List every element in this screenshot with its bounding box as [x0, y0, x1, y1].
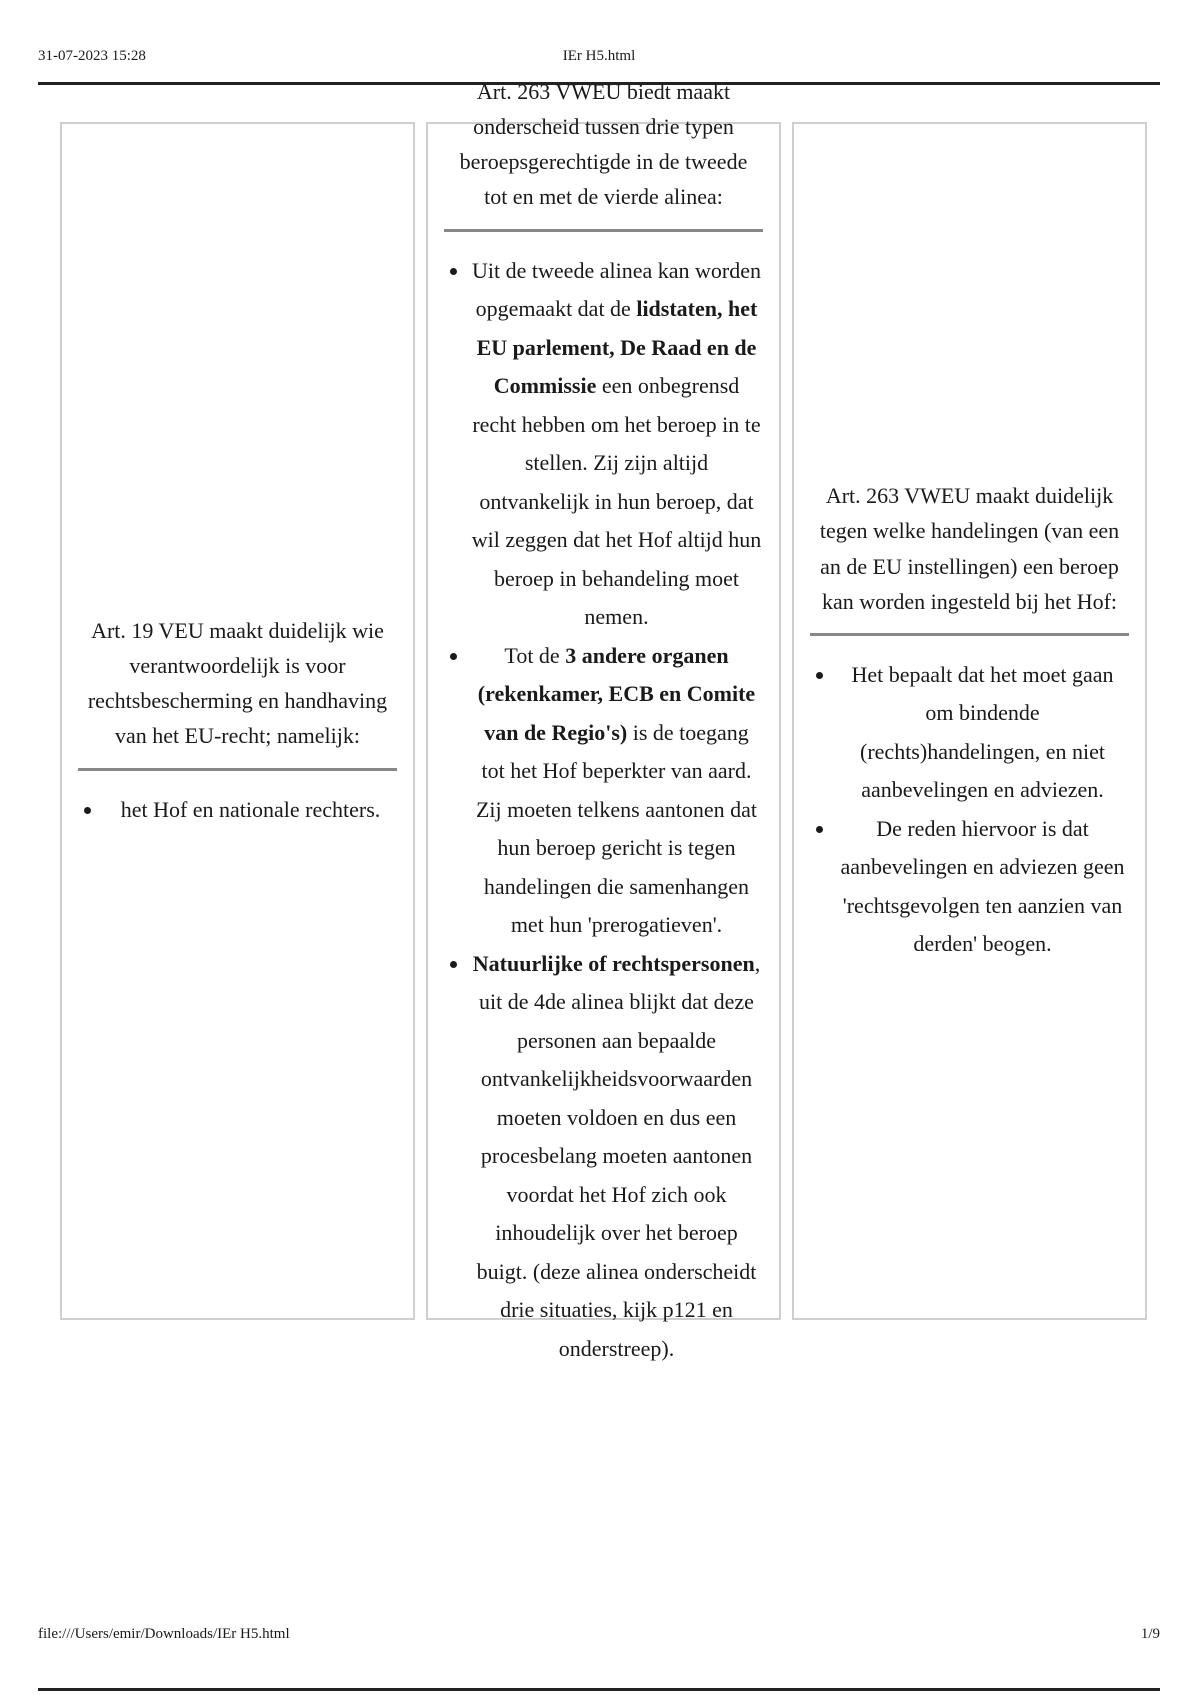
page-number: 1/9	[1140, 1626, 1160, 1642]
item-text: Tot de	[504, 642, 566, 668]
bullet-list	[78, 791, 397, 830]
item-emphasis: 3 andere organen (rekenkamer, ECB en Comite van de Regio's)	[477, 642, 756, 745]
column-art263-handelingen	[792, 122, 1147, 1320]
column-art263-beroepsgerechtigden	[426, 78, 781, 1361]
print-footer	[38, 1622, 1160, 1691]
list-item: • De reden hiervoor is dat aanbevelingen en adviezen geen 'rechtsgevolgen ten aanzien van derden' beogen.	[836, 810, 1129, 964]
item-text: een onbegrensd recht hebben om het beroep in te stellen. Zij zijn altijd ontvankelijk in hun beroep, dat wil zeggen dat het Hof altijd hun beroep in behandeling moet nemen.	[471, 373, 762, 630]
item-text: is de toegang tot het Hof beperkter van aard. Zij moeten telkens aantonen dat hun beroep gericht is tegen handelingen die samenhangen met hun 'prerogatieven'.	[475, 719, 757, 938]
column-art19	[60, 122, 415, 1320]
item-text: , uit de 4de alinea blijkt dat deze personen aan bepaalde ontvankelijkheidsvoorwaarden moeten voldoen en dus een procesbelang moeten aantonen voordat het Hof zich ook inhoudelijk over het beroep buigt. (deze alinea onderscheidt drie situaties, kijk p121 en onderstreep).	[476, 950, 761, 1361]
item-text: Uit de tweede alinea kan worden opgemaakt dat de	[472, 257, 761, 322]
list-item: • Het bepaalt dat het moet gaan om bindende (rechts)handelingen, en niet aanbevelingen en adviezen.	[836, 656, 1129, 810]
list-item: • het Hof en nationale rechters.	[104, 791, 397, 830]
mindmap-columns	[60, 78, 1147, 1361]
list-item	[470, 637, 763, 945]
column-intro: Art. 263 VWEU biedt maakt onderscheid tussen drie typen beroepsgerechtigde in de tweede tot en met de vierde alinea:	[444, 74, 763, 232]
item-emphasis: Natuurlijke of rechtspersonen	[472, 950, 755, 976]
file-url: file:///Users/emir/Downloads/IEr H5.html	[38, 1626, 290, 1642]
column-intro: Art. 263 VWEU maakt duidelijk tegen welke handelingen (van een an de EU instellingen) een beroep kan worden ingesteld bij het Hof:	[810, 478, 1129, 636]
document-title: IEr H5.html	[562, 48, 636, 64]
print-date: 31-07-2023 15:28	[38, 48, 146, 64]
bullet-list	[810, 656, 1129, 964]
item-emphasis: lidstaten, het EU parlement, De Raad en de Commissie	[476, 296, 758, 399]
list-item	[470, 945, 763, 1369]
column-intro: Art. 19 VEU maakt duidelijk wie verantwoordelijk is voor rechtsbescherming en handhaving van het EU-recht; namelijk:	[78, 613, 397, 771]
bullet-list	[444, 252, 763, 1369]
list-item	[470, 252, 763, 637]
